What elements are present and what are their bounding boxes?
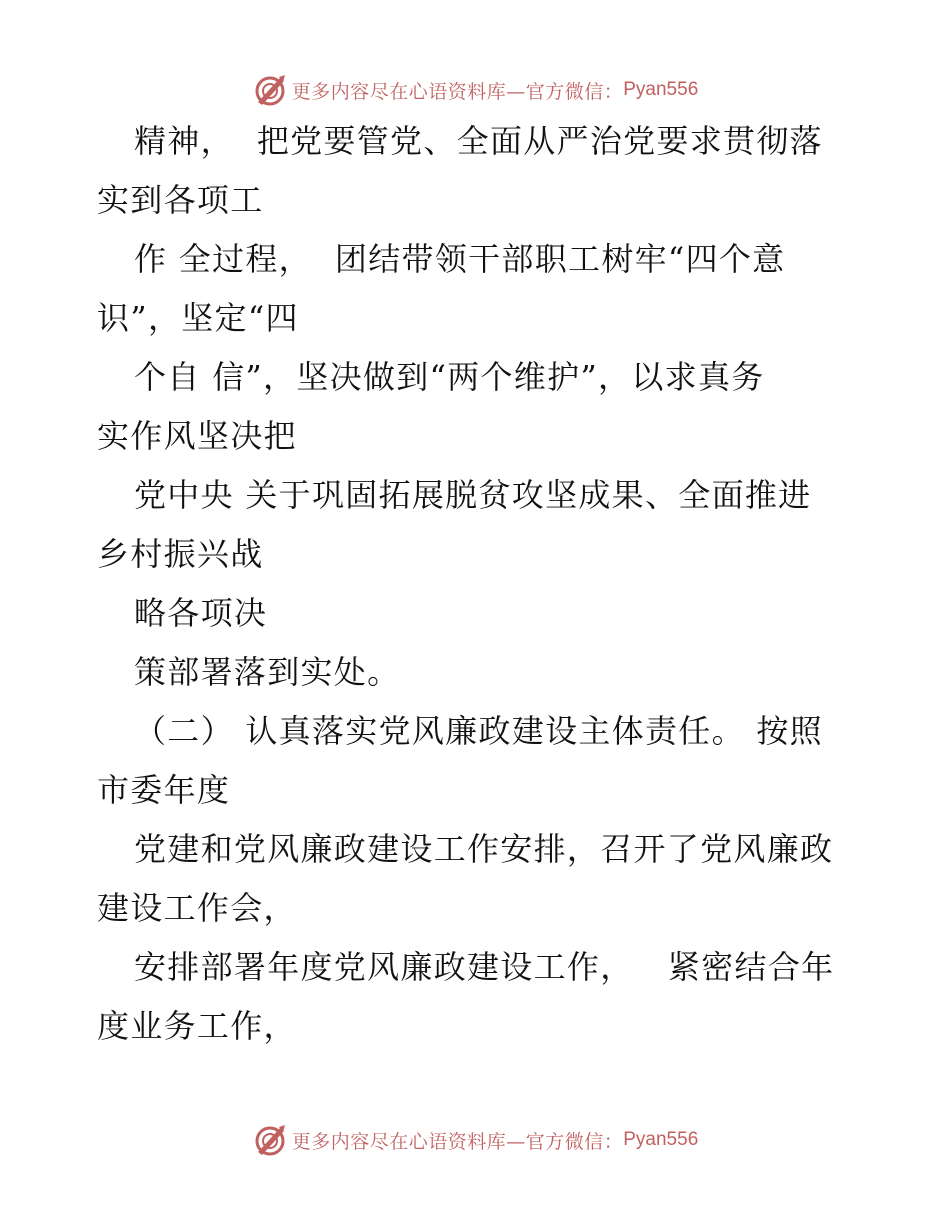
- watermark-text: 更多内容尽在心语资料库—官方微信：: [291, 1130, 624, 1153]
- footer-watermark-banner: [0, 1120, 950, 1160]
- text-line: 党中央 关于巩固拓展脱贫攻坚成果、全面推进: [134, 476, 812, 514]
- text-line: 实作风坚决把: [97, 417, 297, 455]
- text-line: 策部署落到实处。: [134, 653, 401, 691]
- watermark-wechat-id: Pyan556: [623, 79, 699, 100]
- text-line: 市委年度: [97, 771, 231, 809]
- watermark-text: 更多内容尽在心语资料库—官方微信：: [291, 80, 624, 103]
- pen-logo-icon: [252, 72, 288, 108]
- text-line: 安排部署年度党风廉政建设工作， 紧密结合年: [134, 948, 835, 986]
- text-line: 略各项决: [134, 594, 268, 632]
- document-body: [97, 112, 857, 1056]
- text-line: 精神， 把党要管党、全面从严治党要求贯彻落: [134, 122, 823, 160]
- text-line: 实到各项工: [97, 181, 264, 219]
- text-line: 识”，坚定“四: [97, 299, 299, 337]
- text-line: 乡村振兴战: [97, 535, 264, 573]
- pen-logo-icon: [252, 1122, 288, 1158]
- text-line: 党建和党风廉政建设工作安排，召开了党风廉政: [134, 830, 834, 868]
- text-line: 作 全过程， 团结带领干部职工树牢“四个意: [134, 240, 786, 278]
- text-line: 建设工作会，: [97, 889, 297, 927]
- header-watermark-banner: [0, 70, 950, 110]
- text-line: 度业务工作，: [97, 1007, 297, 1045]
- watermark-wechat-id: Pyan556: [623, 1129, 699, 1150]
- section-heading-line: （二） 认真落实党风廉政建设主体责任。 按照: [134, 712, 823, 750]
- text-line: 个自 信”，坚决做到“两个维护”，以求真务: [134, 358, 765, 396]
